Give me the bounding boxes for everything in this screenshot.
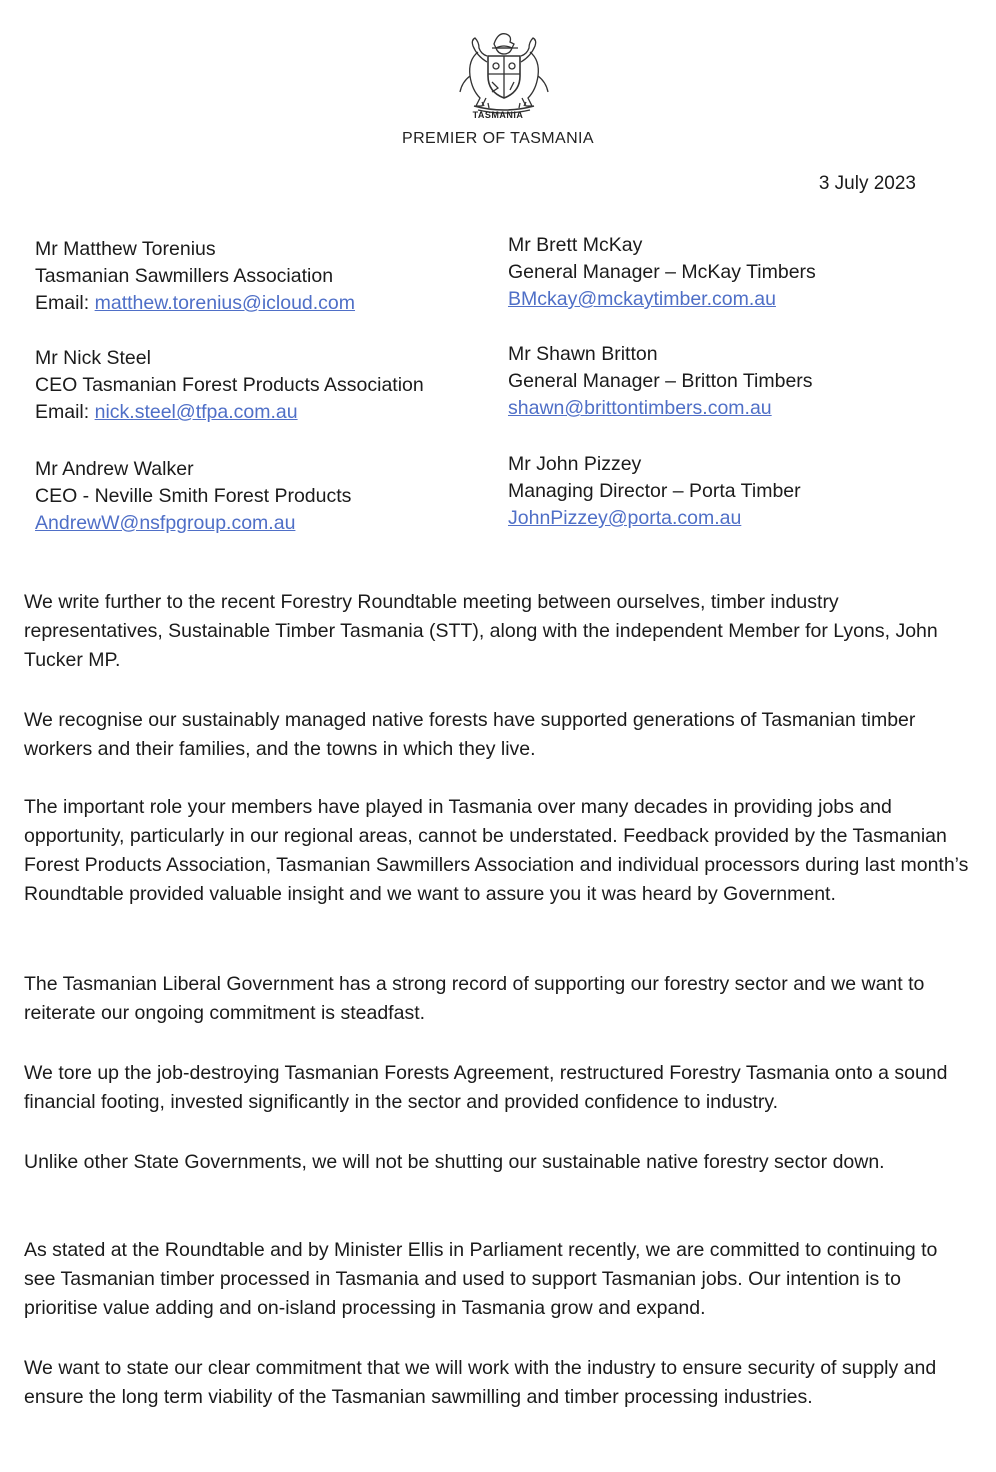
recipient-title: Tasmanian Sawmillers Association (35, 265, 334, 287)
recipient-title: General Manager – McKay Timbers (508, 261, 816, 283)
recipient-email-link[interactable]: JohnPizzey@porta.com.au (508, 507, 742, 529)
recipient-block (35, 236, 355, 317)
recipient-email-link[interactable]: shawn@brittontimbers.com.au (508, 397, 772, 419)
letterhead-state: TASMANIA (472, 110, 524, 120)
recipient-email-line (35, 510, 351, 537)
recipient-title: Managing Director – Porta Timber (508, 480, 801, 502)
recipient-email-line (508, 395, 813, 422)
recipient-email-line (35, 290, 355, 317)
body-paragraph: We tore up the job-destroying Tasmanian Forests Agreement, restructured Forestry Tasmania onto a sound financial footing, invested significantly in the sector and provided confidence to industry. (24, 1062, 948, 1113)
letterhead-office: PREMIER OF TASMANIA (402, 130, 594, 147)
recipient-block (35, 345, 424, 426)
email-prefix: Email: (35, 401, 95, 423)
body-paragraph: The Tasmanian Liberal Government has a strong record of supporting our forestry sector and we want to reiterate our ongoing commitment is steadfast. (24, 973, 925, 1024)
recipient-title: CEO Tasmanian Forest Products Association (35, 374, 424, 396)
recipient-name: Mr Shawn Britton (508, 343, 658, 365)
recipient-email-line (508, 505, 801, 532)
body-paragraph: Unlike other State Governments, we will not be shutting our sustainable native forestry sector down. (24, 1151, 885, 1173)
recipient-title: General Manager – Britton Timbers (508, 370, 813, 392)
recipient-name: Mr Nick Steel (35, 347, 151, 369)
recipient-name: Mr Brett McKay (508, 234, 643, 256)
body-paragraph: We want to state our clear commitment that we will work with the industry to ensure security of supply and ensure the long term viability of the Tasmanian sawmilling and timber processing industries. (24, 1357, 937, 1408)
recipient-name: Mr Andrew Walker (35, 458, 194, 480)
recipient-email-link[interactable]: BMckay@mckaytimber.com.au (508, 288, 776, 310)
recipient-name: Mr John Pizzey (508, 453, 642, 475)
body-paragraph: We write further to the recent Forestry Roundtable meeting between ourselves, timber industry representatives, Sustainable Timber Tasmania (STT), along with the independent Member for Lyons, John Tucker MP. (24, 591, 938, 671)
tasmania-coat-of-arms-icon (448, 22, 560, 122)
letter-date: 3 July 2023 (818, 173, 916, 194)
recipient-email-link[interactable]: matthew.torenius@icloud.com (94, 292, 356, 314)
recipient-email-link[interactable]: nick.steel@tfpa.com.au (94, 401, 298, 423)
body-paragraph: As stated at the Roundtable and by Minister Ellis in Parliament recently, we are committed to continuing to see Tasmanian timber processed in Tasmania and used to support Tasmanian jobs. Our intention is to prioritise value adding and on-island processing in Tasmania grow and expand. (24, 1239, 938, 1319)
recipient-block (35, 456, 351, 537)
recipient-block (508, 451, 801, 532)
recipient-email-line (508, 286, 816, 313)
recipient-email-link[interactable]: AndrewW@nsfpgroup.com.au (35, 512, 296, 534)
recipient-block (508, 232, 816, 313)
recipient-title: CEO - Neville Smith Forest Products (35, 485, 352, 507)
body-paragraph: We recognise our sustainably managed native forests have supported generations of Tasmanian timber workers and their families, and the towns in which they live. (24, 709, 916, 760)
body-paragraph: The important role your members have played in Tasmania over many decades in providing jobs and opportunity, particularly in our regional areas, cannot be understated. Feedback provided by the Tasmanian Forest Products Association, Tasmanian Sawmillers Association and individual processors during last month’s Roundtable provided valuable insight and we want to assure you it was heard by Government. (24, 796, 969, 905)
recipient-name: Mr Matthew Torenius (35, 238, 216, 260)
recipient-email-line (35, 399, 424, 426)
email-prefix: Email: (35, 292, 95, 314)
recipient-block (508, 341, 813, 422)
